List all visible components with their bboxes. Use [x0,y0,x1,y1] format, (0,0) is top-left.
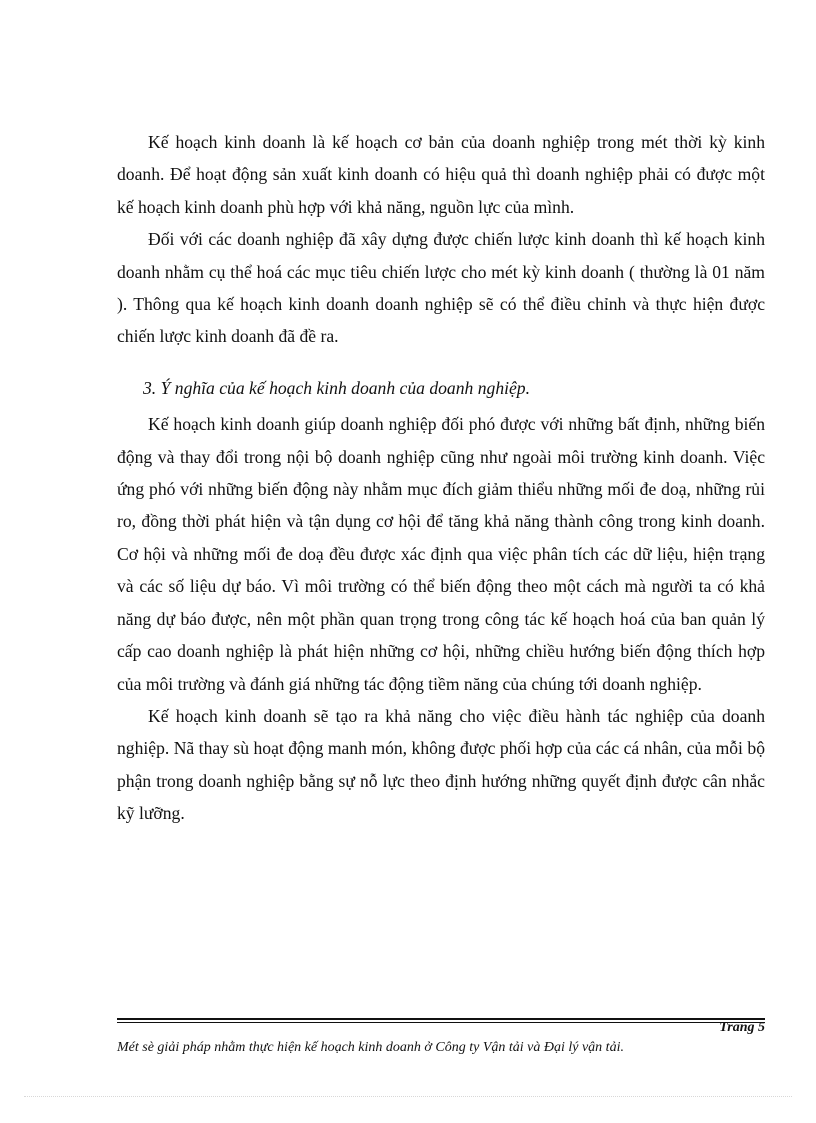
body-paragraph-2: Đối với các doanh nghiệp đã xây dựng được chiến lược kinh doanh thì kế hoạch kinh doanh nhằm cụ thể hoá các mục tiêu chiến lược cho mét kỳ kinh doanh ( thường là 01 năm ). Thông qua kế hoạch kinh doanh doanh nghiệp sẽ có thể điều chỉnh và thực hiện được chiến lược kinh doanh đã đề ra. [117,229,765,347]
section-paragraph-1: Kế hoạch kinh doanh giúp doanh nghiệp đối phó được với những bất định, những biến động và thay đổi trong nội bộ doanh nghiệp cũng như ngoài môi trường kinh doanh. Việc ứng phó với những biến động này nhằm mục đích giảm thiểu những mối đe doạ, những rủi ro, đồng thời phát hiện và tận dụng cơ hội để tăng khả năng thành công trong kinh doanh. Cơ hội và những mối đe doạ đều được xác định qua việc phân tích các dữ liệu, hiện trạng và các số liệu dự báo. Vì môi trường có thể biến động theo một cách mà người ta có khả năng dự báo được, nên một phần quan trọng trong công tác kế hoạch hoá của ban quản lý cấp cao doanh nghiệp là phát hiện những cơ hội, những chiều hướng biến động thích hợp của môi trường và đánh giá những tác động tiềm năng của chúng tới doanh nghiệp. [117,414,765,694]
page-body [117,126,765,830]
footer-document-title: Mét sè giải pháp nhằm thực hiện kế hoạch kinh doanh ở Công ty Vận tải và Đại lý vận tải. [117,1040,624,1055]
page-number: Trang 5 [719,1020,765,1035]
section-paragraph-2: Kế hoạch kinh doanh sẽ tạo ra khả năng cho việc điều hành tác nghiệp của doanh nghiệp. Nã thay sù hoạt động manh món, không được phối hợp của các cá nhân, của mỗi bộ phận trong doanh nghiệp bằng sự nỗ lực theo định hướng những quyết định được cân nhắc kỹ lưỡng. [117,705,765,824]
page-edge-divider [24,1096,792,1097]
section-heading: 3. Ý nghĩa của kế hoạch kinh doanh của doanh nghiệp. [143,377,531,398]
footer-rule-thick [117,1018,765,1020]
body-paragraph-1: Kế hoạch kinh doanh là kế hoạch cơ bản của doanh nghiệp trong mét thời kỳ kinh doanh. Để hoạt động sản xuất kinh doanh có hiệu quả thì doanh nghiệp phải có được một kế hoạch kinh doanh phù hợp với khả năng, nguồn lực của mình. [117,132,765,217]
footer-rule-thin [117,1022,765,1023]
